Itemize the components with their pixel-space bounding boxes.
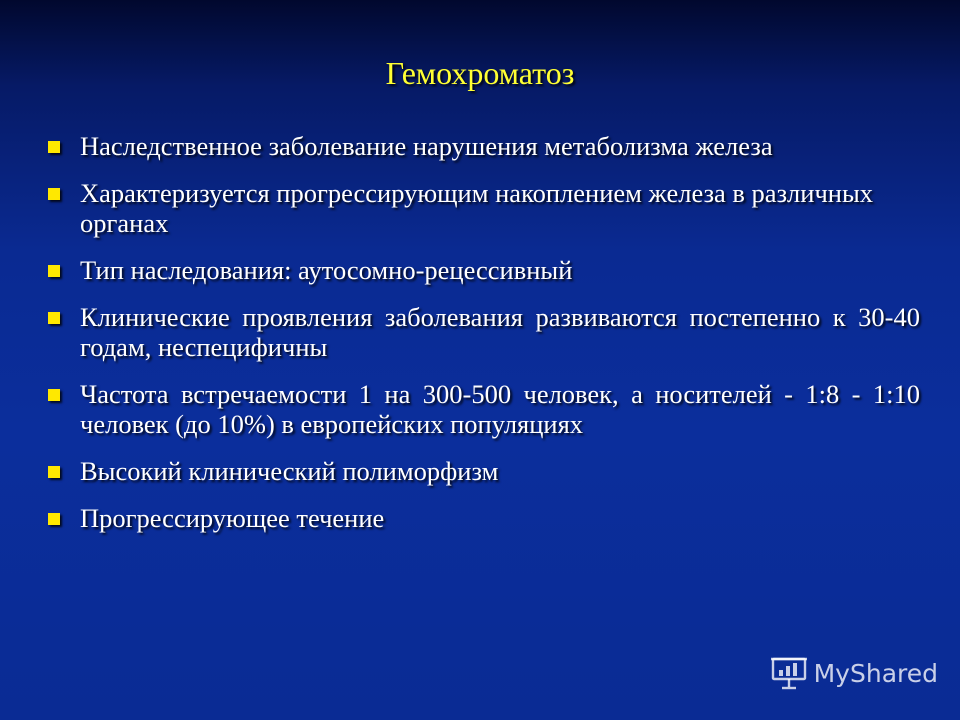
- square-bullet-icon: [48, 188, 60, 200]
- square-bullet-icon: [48, 141, 60, 153]
- bullet-text: Высокий клинический полиморфизм: [80, 456, 499, 486]
- presentation-icon: [770, 656, 808, 690]
- square-bullet-icon: [48, 312, 60, 324]
- bullet-item: [48, 131, 920, 161]
- square-bullet-icon: [48, 513, 60, 525]
- bullet-item: [48, 456, 920, 486]
- bullet-text: Тип наследования: аутосомно-рецессивный: [80, 255, 573, 285]
- bullet-item: [48, 503, 920, 533]
- bullet-text: Частота встречаемости 1 на 300-500 человек, а носителей - 1:8 - 1:10 человек (до 10%) в европейских популяциях: [80, 379, 920, 439]
- watermark-text: MyShared: [813, 658, 938, 688]
- slide-title: Гемохроматоз: [385, 55, 575, 91]
- watermark: [770, 656, 938, 690]
- bullet-text: Наследственное заболевание нарушения метаболизма железа: [80, 131, 773, 161]
- square-bullet-icon: [48, 466, 60, 478]
- bullet-item: [48, 302, 920, 362]
- bullet-item: [48, 379, 920, 439]
- square-bullet-icon: [48, 389, 60, 401]
- bullet-text: Клинические проявления заболевания развиваются постепенно к 30-40 годам, неспецифичны: [80, 302, 920, 362]
- bullet-list: [48, 131, 920, 550]
- bullet-text: Характеризуется прогрессирующим накоплением железа в различных органах: [80, 178, 874, 238]
- bullet-text: Прогрессирующее течение: [80, 503, 385, 533]
- square-bullet-icon: [48, 265, 60, 277]
- bullet-item: [48, 178, 920, 238]
- bullet-item: [48, 255, 920, 285]
